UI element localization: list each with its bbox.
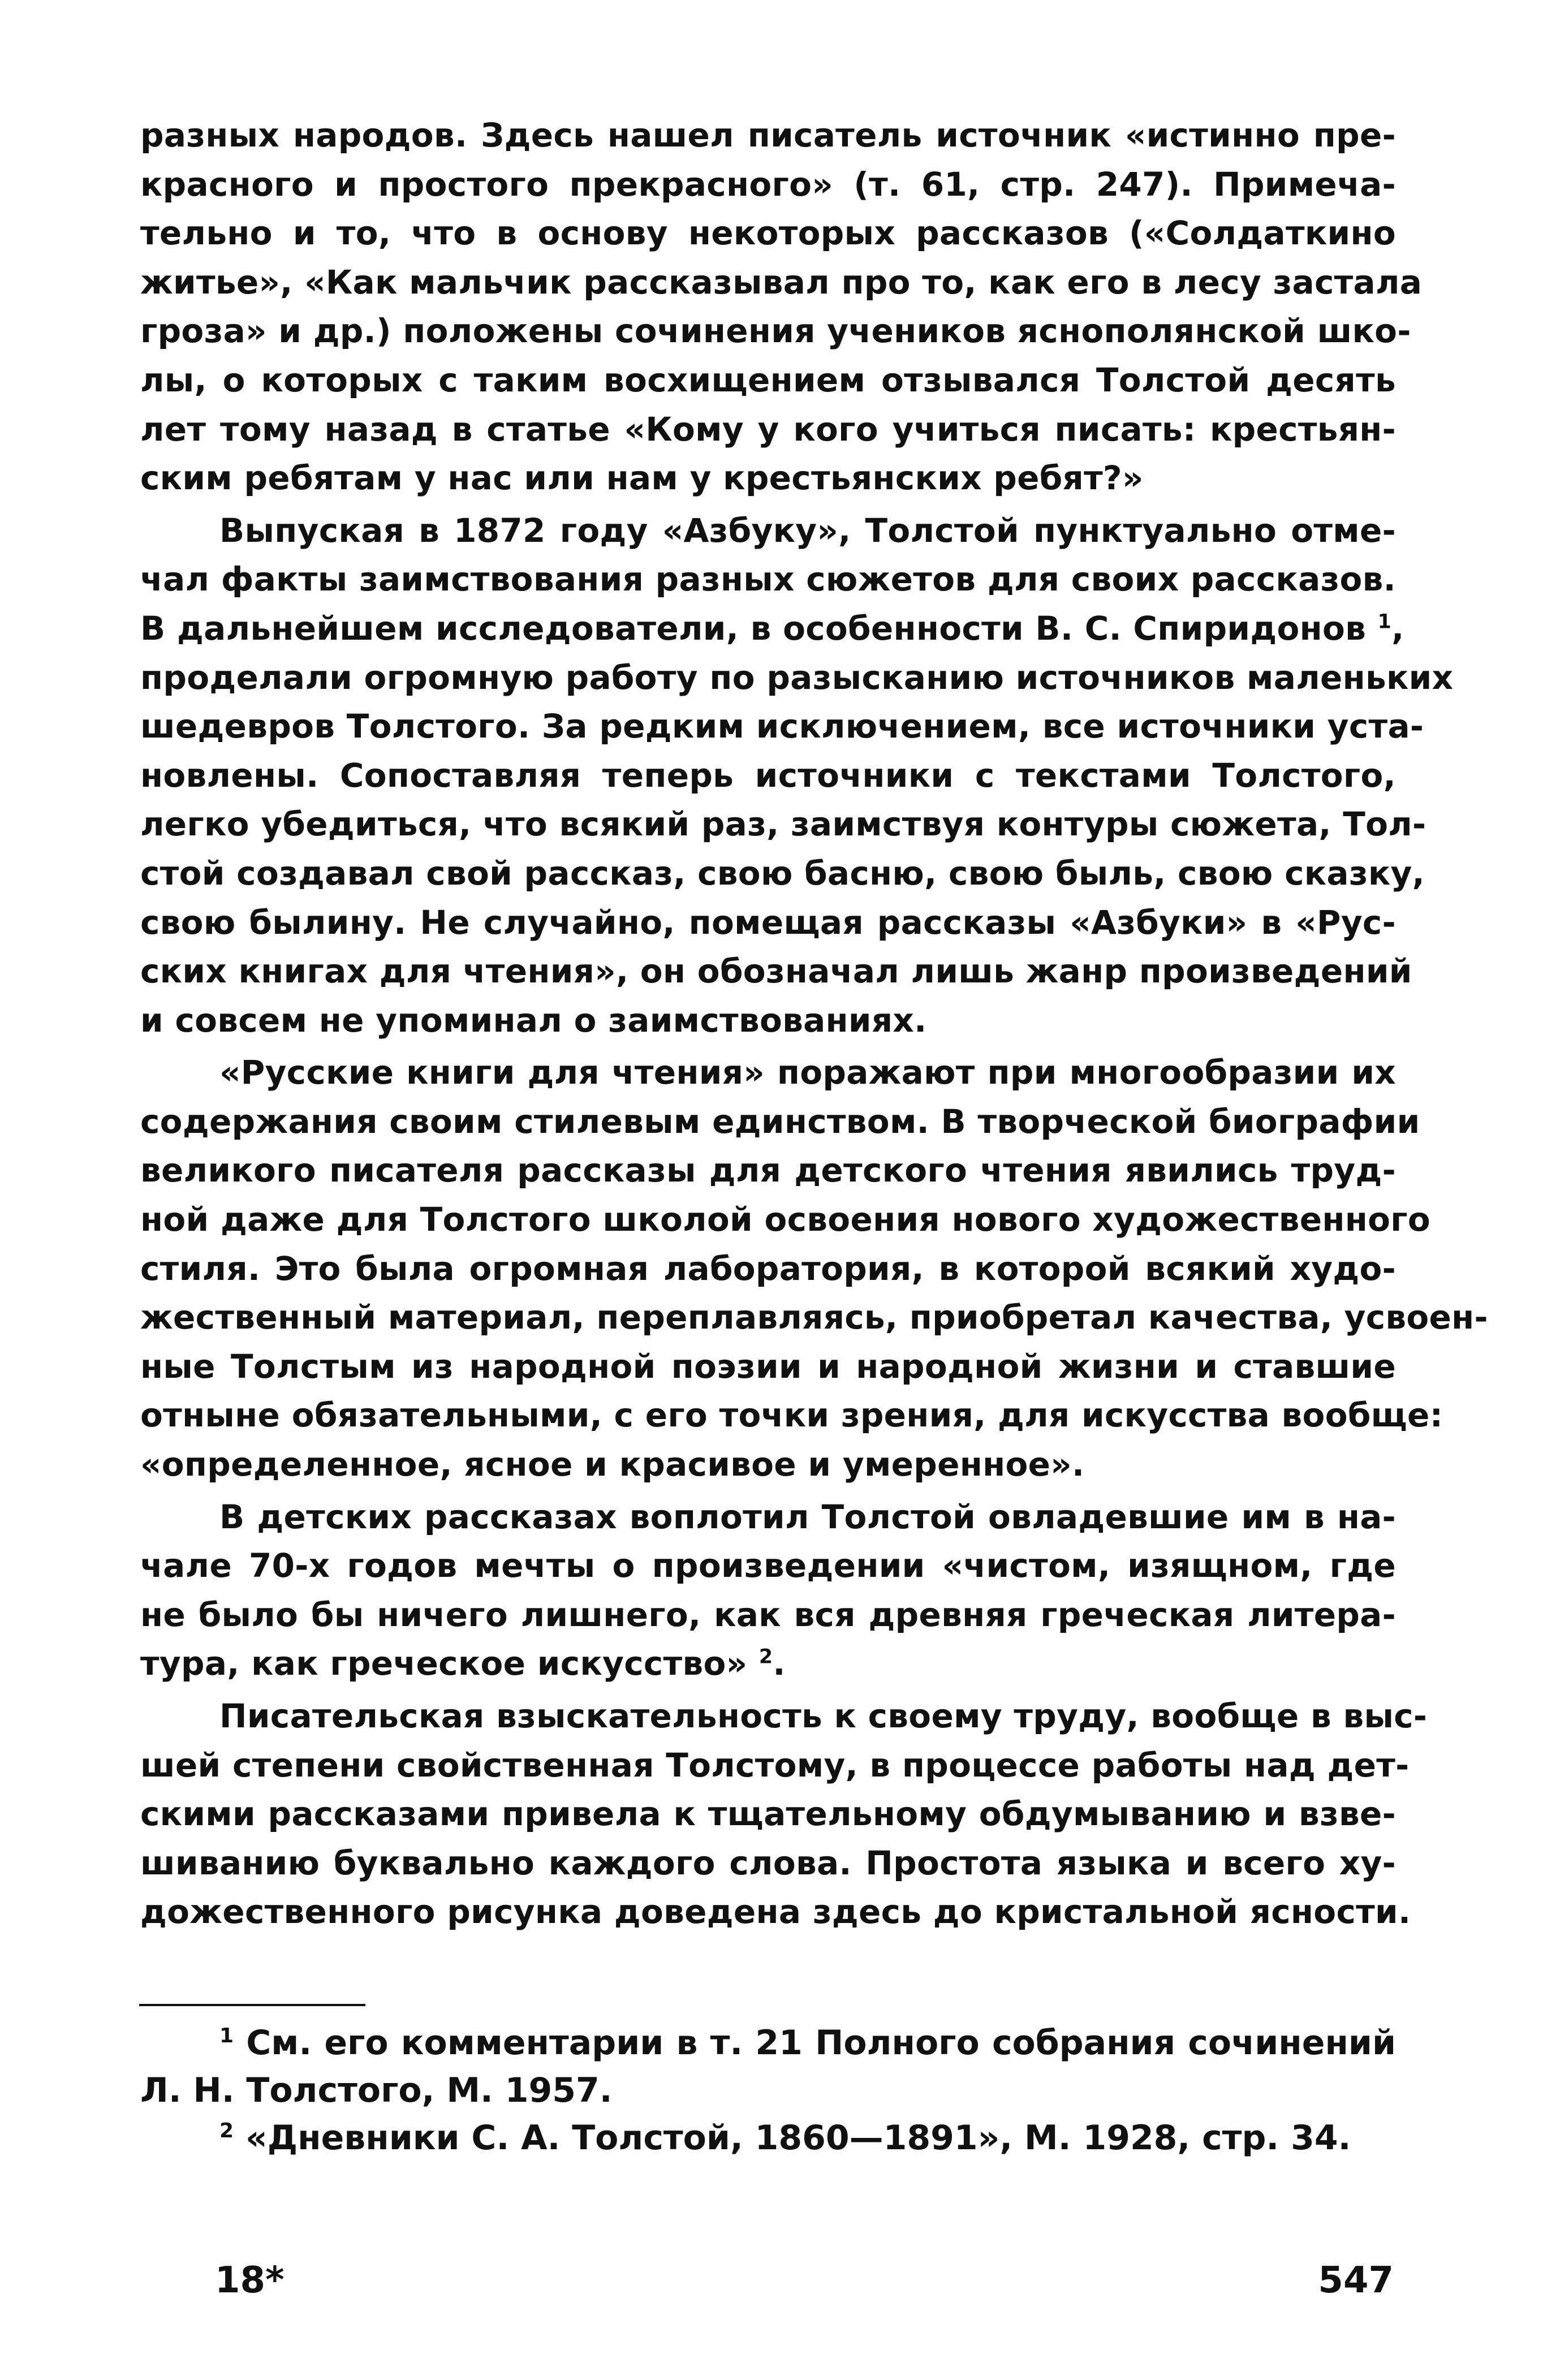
text-line: чале 70-х годов мечты о произведении «чистом, изящном, где <box>140 1546 1396 1585</box>
text-line: и совсем не упоминал о заимствованиях. <box>140 1001 927 1040</box>
footnotes <box>140 2019 1396 2162</box>
footnote-mark: 1 <box>219 2024 234 2047</box>
text-line: ные Толстым из народной поэзии и народной жизни и ставшие <box>140 1347 1396 1386</box>
text-line: «определенное, ясное и красивое и умеренное». <box>140 1445 1085 1484</box>
text-line: гроза» и др.) положены сочинения учеников яснополянской шко- <box>140 312 1411 351</box>
paragraph-2 <box>140 506 1454 1045</box>
footnote-line: Л. Н. Толстого, М. 1957. <box>140 2071 613 2110</box>
signature-mark: 18* <box>215 2260 285 2301</box>
text-line: Выпуская в 1872 году «Азбуку», Толстой пунктуально отме- <box>219 511 1396 550</box>
text-line: разных народов. Здесь нашел писатель источник «истинно пре- <box>140 116 1396 154</box>
text-line: отныне обязательными, с его точки зрения, для искусства вообще: <box>140 1396 1443 1435</box>
paragraph-1 <box>140 111 1423 503</box>
paragraph-4 <box>140 1493 1396 1688</box>
text-line: легко убедиться, что всякий раз, заимствуя контуры сюжета, Тол- <box>140 805 1426 844</box>
paragraph-3 <box>140 1048 1488 1489</box>
text-line: дожественного рисунка доведена здесь до кристальной ясности. <box>140 1892 1411 1931</box>
text-line: ским ребятам у нас или нам у крестьянских ребят?» <box>140 459 1144 498</box>
text-line: шиванию буквально каждого слова. Простота языка и всего ху- <box>140 1843 1396 1882</box>
text-line: новлены. Сопоставляя теперь источники с текстами Толстого, <box>140 756 1396 795</box>
text-line: не было бы ничего лишнего, как вся древняя греческая литера- <box>140 1595 1396 1634</box>
text-line: житье», «Как мальчик рассказывал про то, как его в лесу застала <box>140 262 1423 301</box>
footnote-mark: 2 <box>219 2119 234 2142</box>
footnote-line <box>140 2114 1396 2162</box>
footnote-ref-2[interactable]: 2 <box>758 1646 773 1669</box>
footnote-text: См. его комментарии в т. 21 Полного собрания сочинений <box>246 2023 1396 2063</box>
text-line: лы, о которых с таким восхищением отзывался Толстой десять <box>140 360 1396 399</box>
page-number: 547 <box>1318 2260 1394 2301</box>
text-line: свою былину. Не случайно, помещая рассказы «Азбуки» в «Рус- <box>140 903 1396 942</box>
footnote-text: «Дневники С. А. Толстой, 1860—1891», М. 1928, стр. 34. <box>245 2118 1351 2158</box>
main-text <box>140 111 1488 1937</box>
footnote-line <box>140 2019 1396 2067</box>
text-line: скими рассказами привела к тщательному обдумыванию и взве- <box>140 1795 1396 1834</box>
footnote-2 <box>140 2114 1396 2162</box>
text-line: шедевров Толстого. За редким исключением, все источники уста- <box>140 707 1424 746</box>
text-line: «Русские книги для чтения» поражают при многообразии их <box>219 1053 1396 1092</box>
text-line: Писательская взыскательность к своему труду, вообще в выс- <box>219 1697 1428 1735</box>
text-line: ских книгах для чтения», он обозначал лишь жанр произведений <box>140 952 1412 991</box>
text-line: красного и простого прекрасного» (т. 61, стр. 247). Примеча- <box>140 165 1396 204</box>
text-fragment: В дальнейшем исследователи, в особенности В. С. Спиридонов <box>140 609 1367 648</box>
text-line: шей степени свойственная Толстому, в процессе работы над дет- <box>140 1745 1410 1784</box>
text-line: лет тому назад в статье «Кому у кого учиться писать: крестьян- <box>140 409 1396 449</box>
text-line: великого писателя рассказы для детского чтения явились труд- <box>140 1151 1396 1190</box>
text-line: чал факты заимствования разных сюжетов для своих рассказов. <box>140 560 1396 599</box>
footnote-ref-1[interactable]: 1 <box>1377 610 1392 633</box>
text-line: В детских рассказах воплотил Толстой овладевшие им в на- <box>219 1497 1396 1536</box>
text-line: ной даже для Толстого школой освоения нового художественного <box>140 1200 1430 1239</box>
text-line: стой создавал свой рассказ, свою басню, свою быль, свою сказку, <box>140 853 1425 892</box>
text-line-with-footnote: В дальнейшем исследователи, в особенности В. С. Спиридонов $^1$, <box>140 609 1404 648</box>
text-line-with-footnote: тура, как греческое искусство» $^2$. <box>140 1644 786 1683</box>
footnote-1 <box>140 2019 1396 2114</box>
paragraph-5 <box>140 1692 1428 1937</box>
text-line: тельно и то, что в основу некоторых рассказов («Солдаткино <box>140 214 1396 253</box>
text-line: стиля. Это была огромная лаборатория, в которой всякий худо- <box>140 1249 1396 1288</box>
text-line: жественный материал, переплавляясь, приобретал качества, усвоен- <box>140 1298 1488 1337</box>
text-line: содержания своим стилевым единством. В творческой биографии <box>140 1102 1420 1141</box>
footnote-divider <box>139 2004 365 2006</box>
text-line: проделали огромную работу по разысканию источников маленьких <box>140 658 1454 697</box>
text-fragment: тура, как греческое искусство» <box>140 1644 748 1683</box>
